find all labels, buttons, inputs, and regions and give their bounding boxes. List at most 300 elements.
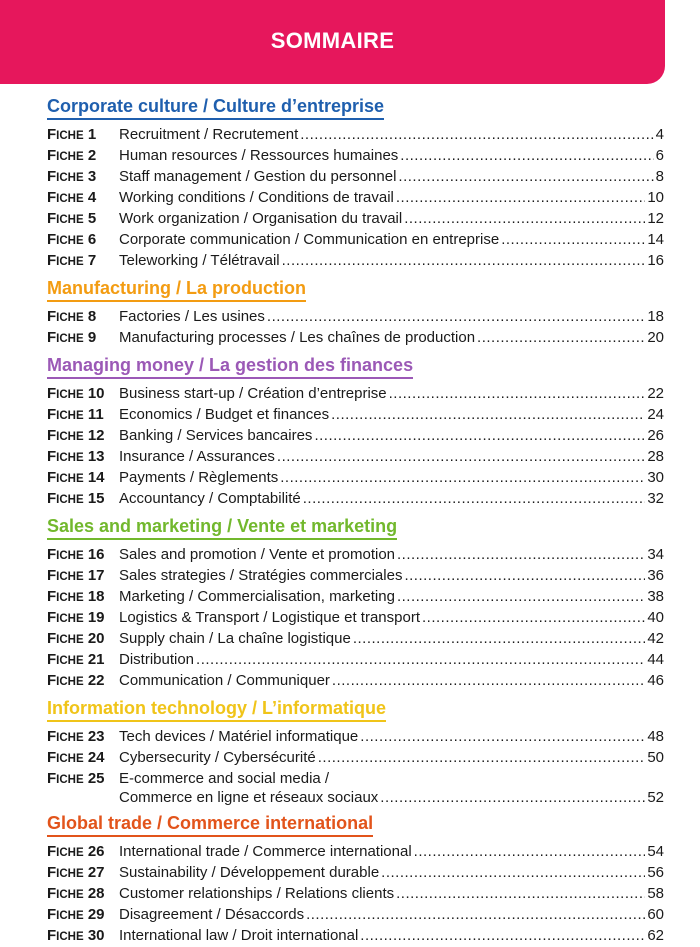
page-number: 20 — [647, 329, 664, 346]
dot-leader — [398, 167, 653, 186]
fiche-prefix-rest: ICHE — [56, 151, 84, 163]
entry-row — [119, 863, 664, 882]
entry-title: Disagreement / Désaccords — [119, 906, 305, 923]
fiche-number — [47, 167, 119, 188]
toc-entry[interactable] — [47, 307, 664, 328]
fiche-prefix-initial: F — [47, 651, 57, 668]
fiche-prefix-rest: ICHE — [56, 655, 84, 667]
entry-title: Accountancy / Comptabilité — [119, 490, 301, 507]
fiche-prefix-initial: F — [47, 126, 57, 143]
fiche-prefix-initial: F — [47, 231, 57, 248]
fiche-num: 28 — [83, 885, 105, 902]
section-title[interactable]: Sales and marketing / Vente et marketing — [47, 515, 397, 540]
entry-body — [119, 447, 664, 466]
fiche-prefix-initial: F — [47, 906, 57, 923]
entry-row — [119, 230, 664, 249]
entry-body — [119, 863, 664, 882]
fiche-num: 22 — [83, 672, 105, 689]
entry-title: Recruitment / Recrutement — [119, 126, 299, 143]
toc-entry[interactable] — [47, 209, 664, 230]
dot-leader — [477, 328, 645, 347]
dot-leader — [396, 188, 645, 207]
fiche-num: 4 — [83, 189, 97, 206]
toc-entry[interactable] — [47, 125, 664, 146]
entry-title: Payments / Règlements — [119, 469, 279, 486]
fiche-number — [47, 842, 119, 863]
page-number: 32 — [647, 490, 664, 507]
section-title[interactable]: Global trade / Commerce international — [47, 812, 373, 837]
entry-body — [119, 230, 664, 249]
entry-row — [119, 884, 664, 903]
fiche-num: 10 — [83, 385, 105, 402]
fiche-prefix-rest: ICHE — [56, 550, 84, 562]
fiche-prefix-initial: F — [47, 427, 57, 444]
fiche-prefix-rest: ICHE — [56, 494, 84, 506]
dot-leader — [397, 587, 645, 606]
entry-body — [119, 608, 664, 627]
fiche-prefix-initial: F — [47, 728, 57, 745]
fiche-num: 24 — [83, 749, 105, 766]
fiche-prefix-initial: F — [47, 885, 57, 902]
page-number: 30 — [647, 469, 664, 486]
fiche-prefix-rest: ICHE — [56, 312, 84, 324]
entry-title: Banking / Services bancaires — [119, 427, 313, 444]
entry-row — [119, 251, 664, 270]
toc-section — [47, 515, 664, 697]
fiche-num: 15 — [83, 490, 105, 507]
entry-title: International law / Droit international — [119, 927, 359, 944]
dot-leader — [381, 863, 645, 882]
entry-body — [119, 146, 664, 165]
section-title[interactable]: Manufacturing / La production — [47, 277, 306, 302]
fiche-prefix-initial: F — [47, 927, 57, 944]
entry-row — [119, 545, 664, 564]
dot-leader — [400, 146, 653, 165]
fiche-prefix-rest: ICHE — [56, 676, 84, 688]
entry-row — [119, 307, 664, 326]
entry-row — [119, 447, 664, 466]
fiche-prefix-rest: ICHE — [56, 774, 84, 786]
dot-leader — [282, 251, 646, 270]
page-number: 38 — [647, 588, 664, 605]
fiche-prefix-initial: F — [47, 385, 57, 402]
toc-entry[interactable] — [47, 566, 664, 587]
entry-body — [119, 926, 664, 945]
toc-entry[interactable] — [47, 727, 664, 748]
fiche-num: 18 — [83, 588, 105, 605]
fiche-number — [47, 769, 119, 790]
entry-row — [119, 727, 664, 746]
entry-body — [119, 405, 664, 424]
fiche-prefix-rest: ICHE — [56, 592, 84, 604]
fiche-prefix-initial: F — [47, 490, 57, 507]
entry-title: Business start-up / Création d’entreprise — [119, 385, 387, 402]
entry-title: Work organization / Organisation du travail — [119, 210, 403, 227]
toc-entry[interactable] — [47, 188, 664, 209]
toc-section — [47, 697, 664, 812]
fiche-num: 12 — [83, 427, 105, 444]
fiche-prefix-initial: F — [47, 448, 57, 465]
table-of-contents — [47, 95, 664, 947]
entry-row — [119, 748, 664, 767]
page-number: 6 — [655, 147, 664, 164]
page-number: 42 — [647, 630, 664, 647]
entry-title: Commerce en ligne et réseaux sociaux — [119, 789, 379, 806]
toc-section — [47, 354, 664, 515]
fiche-prefix-initial: F — [47, 770, 57, 787]
entry-row — [119, 489, 664, 508]
toc-entry[interactable] — [47, 842, 664, 863]
fiche-number — [47, 650, 119, 671]
fiche-prefix-initial: F — [47, 567, 57, 584]
fiche-num: 14 — [83, 469, 105, 486]
entry-row — [119, 125, 664, 144]
dot-leader — [404, 209, 645, 228]
fiche-num: 2 — [83, 147, 97, 164]
fiche-prefix-initial: F — [47, 672, 57, 689]
fiche-number — [47, 905, 119, 926]
fiche-prefix-rest: ICHE — [56, 753, 84, 765]
fiche-number — [47, 671, 119, 692]
dot-leader — [196, 650, 645, 669]
page-title: SOMMAIRE — [270, 28, 395, 53]
toc-entry[interactable] — [47, 489, 664, 510]
fiche-prefix-initial: F — [47, 609, 57, 626]
fiche-number — [47, 426, 119, 447]
entry-row — [119, 842, 664, 861]
fiche-prefix-rest: ICHE — [56, 847, 84, 859]
fiche-num: 30 — [83, 927, 105, 944]
page-number: 28 — [647, 448, 664, 465]
fiche-num: 6 — [83, 231, 97, 248]
entry-title: Distribution — [119, 651, 195, 668]
fiche-prefix-rest: ICHE — [56, 571, 84, 583]
entry-row — [119, 926, 664, 945]
entry-body — [119, 307, 664, 326]
dot-leader — [267, 307, 645, 326]
fiche-prefix-initial: F — [47, 588, 57, 605]
page-number: 48 — [647, 728, 664, 745]
fiche-prefix-initial: F — [47, 406, 57, 423]
entry-row — [119, 566, 664, 585]
toc-section — [47, 812, 664, 947]
entry-row — [119, 608, 664, 627]
fiche-num: 20 — [83, 630, 105, 647]
fiche-number — [47, 926, 119, 947]
dot-leader — [280, 468, 645, 487]
entry-row — [119, 167, 664, 186]
entry-body — [119, 468, 664, 487]
entry-title: Sales and promotion / Vente et promotion — [119, 546, 396, 563]
fiche-prefix-rest: ICHE — [56, 473, 84, 485]
fiche-number — [47, 587, 119, 608]
toc-entry[interactable] — [47, 629, 664, 650]
fiche-prefix-rest: ICHE — [56, 130, 84, 142]
fiche-prefix-initial: F — [47, 843, 57, 860]
entry-body — [119, 905, 664, 924]
fiche-number — [47, 863, 119, 884]
fiche-prefix-initial: F — [47, 469, 57, 486]
entry-row — [119, 587, 664, 606]
page-number: 26 — [647, 427, 664, 444]
fiche-prefix-rest: ICHE — [56, 732, 84, 744]
dot-leader — [404, 566, 645, 585]
toc-entry[interactable] — [47, 167, 664, 188]
page-number: 60 — [647, 906, 664, 923]
entry-body — [119, 842, 664, 861]
fiche-num: 11 — [83, 406, 104, 423]
dot-leader — [332, 671, 645, 690]
entry-body — [119, 489, 664, 508]
entry-title: Human resources / Ressources humaines — [119, 147, 399, 164]
entry-body — [119, 884, 664, 903]
fiche-num: 29 — [83, 906, 105, 923]
fiche-prefix-initial: F — [47, 329, 57, 346]
entry-row — [119, 905, 664, 924]
fiche-prefix-rest: ICHE — [56, 889, 84, 901]
entry-body — [119, 328, 664, 347]
entry-title: Economics / Budget et finances — [119, 406, 330, 423]
page-number: 52 — [647, 789, 664, 806]
entry-title: Sales strategies / Stratégies commerciales — [119, 567, 403, 584]
toc-section — [47, 95, 664, 277]
toc-entry[interactable] — [47, 251, 664, 272]
toc-entry[interactable] — [47, 884, 664, 905]
fiche-num: 26 — [83, 843, 105, 860]
toc-entry[interactable] — [47, 468, 664, 489]
entry-body — [119, 251, 664, 270]
dot-leader — [314, 426, 645, 445]
fiche-num: 23 — [83, 728, 105, 745]
fiche-num: 17 — [83, 567, 105, 584]
entry-row — [119, 188, 664, 207]
toc-entry[interactable] — [47, 545, 664, 566]
toc-entry[interactable] — [47, 405, 664, 426]
section-title[interactable]: Information technology / L’informatique — [47, 697, 386, 722]
page-number: 12 — [647, 210, 664, 227]
entry-body — [119, 727, 664, 746]
toc-entry[interactable] — [47, 447, 664, 468]
fiche-prefix-rest: ICHE — [56, 256, 84, 268]
entry-title: Sustainability / Développement durable — [119, 864, 380, 881]
fiche-num: 8 — [83, 308, 97, 325]
page-number: 18 — [647, 308, 664, 325]
entry-body — [119, 384, 664, 403]
entry-row — [119, 629, 664, 648]
fiche-number — [47, 884, 119, 905]
toc-entry[interactable] — [47, 748, 664, 769]
page-number: 46 — [647, 672, 664, 689]
fiche-prefix-initial: F — [47, 546, 57, 563]
entry-title: Corporate communication / Communication en entreprise — [119, 231, 500, 248]
entry-title: Marketing / Commercialisation, marketing — [119, 588, 395, 605]
fiche-prefix-rest: ICHE — [56, 410, 84, 422]
fiche-prefix-initial: F — [47, 749, 57, 766]
entry-body — [119, 209, 664, 228]
fiche-number — [47, 468, 119, 489]
entry-title: Manufacturing processes / Les chaînes de production — [119, 329, 476, 346]
fiche-number — [47, 384, 119, 405]
page-number: 50 — [647, 749, 664, 766]
fiche-num: 16 — [83, 546, 105, 563]
dot-leader — [306, 905, 645, 924]
entry-body — [119, 650, 664, 669]
page-number: 22 — [647, 385, 664, 402]
fiche-num: 21 — [83, 651, 105, 668]
entry-title: Working conditions / Conditions de travail — [119, 189, 394, 206]
fiche-prefix-initial: F — [47, 210, 57, 227]
entry-body — [119, 587, 664, 606]
entry-title: Logistics & Transport / Logistique et transport — [119, 609, 420, 626]
fiche-prefix-rest: ICHE — [56, 193, 84, 205]
fiche-prefix-rest: ICHE — [56, 931, 84, 943]
fiche-prefix-rest: ICHE — [56, 389, 84, 401]
entry-title: International trade / Commerce international — [119, 843, 412, 860]
dot-leader — [360, 727, 645, 746]
toc-entry[interactable] — [47, 650, 664, 671]
page-number: 56 — [647, 864, 664, 881]
fiche-number — [47, 230, 119, 251]
fiche-num: 13 — [83, 448, 105, 465]
toc-entry[interactable] — [47, 769, 664, 807]
header-banner — [0, 0, 665, 84]
page-number: 62 — [647, 927, 664, 944]
fiche-num: 25 — [83, 770, 105, 787]
entry-row — [119, 328, 664, 347]
entry-row — [119, 146, 664, 165]
fiche-number — [47, 405, 119, 426]
fiche-number — [47, 125, 119, 146]
dot-leader — [353, 629, 645, 648]
page-number: 54 — [647, 843, 664, 860]
fiche-prefix-rest: ICHE — [56, 910, 84, 922]
fiche-num: 1 — [83, 126, 97, 143]
toc-entry[interactable] — [47, 146, 664, 167]
page-number: 10 — [647, 189, 664, 206]
fiche-prefix-rest: ICHE — [56, 214, 84, 226]
fiche-num: 3 — [83, 168, 97, 185]
entry-body — [119, 426, 664, 445]
fiche-number — [47, 566, 119, 587]
toc-entry[interactable] — [47, 230, 664, 251]
fiche-prefix-initial: F — [47, 147, 57, 164]
fiche-num: 27 — [83, 864, 105, 881]
toc-section — [47, 277, 664, 354]
entry-body — [119, 748, 664, 767]
toc-entry[interactable] — [47, 926, 664, 947]
page-number: 34 — [647, 546, 664, 563]
dot-leader — [397, 545, 645, 564]
section-title[interactable]: Corporate culture / Culture d’entreprise — [47, 95, 384, 120]
toc-entry[interactable] — [47, 587, 664, 608]
entry-title: Tech devices / Matériel informatique — [119, 728, 359, 745]
fiche-number — [47, 629, 119, 650]
entry-row — [119, 788, 664, 807]
entry-title: Communication / Communiquer — [119, 672, 330, 689]
section-title[interactable]: Managing money / La gestion des finances — [47, 354, 413, 379]
fiche-prefix-rest: ICHE — [56, 634, 84, 646]
fiche-prefix-rest: ICHE — [56, 431, 84, 443]
fiche-number — [47, 489, 119, 510]
fiche-prefix-initial: F — [47, 168, 57, 185]
fiche-prefix-initial: F — [47, 630, 57, 647]
dot-leader — [414, 842, 646, 861]
entry-title: Staff management / Gestion du personnel — [119, 168, 397, 185]
toc-entry[interactable] — [47, 608, 664, 629]
toc-entry[interactable] — [47, 905, 664, 926]
toc-entry[interactable] — [47, 863, 664, 884]
fiche-number — [47, 146, 119, 167]
entry-body — [119, 629, 664, 648]
entry-title: Cybersecurity / Cybersécurité — [119, 749, 316, 766]
fiche-prefix-rest: ICHE — [56, 613, 84, 625]
dot-leader — [380, 788, 645, 807]
entry-row — [119, 650, 664, 669]
fiche-number — [47, 748, 119, 769]
page-number: 40 — [647, 609, 664, 626]
entry-body — [119, 566, 664, 585]
dot-leader — [422, 608, 645, 627]
entry-title: Teleworking / Télétravail — [119, 252, 280, 269]
fiche-prefix-rest: ICHE — [56, 452, 84, 464]
fiche-number — [47, 209, 119, 230]
fiche-number — [47, 545, 119, 566]
page-number: 44 — [647, 651, 664, 668]
fiche-number — [47, 727, 119, 748]
entry-title: Insurance / Assurances — [119, 448, 275, 465]
fiche-number — [47, 188, 119, 209]
fiche-number — [47, 307, 119, 328]
fiche-prefix-rest: ICHE — [56, 235, 84, 247]
fiche-num: 9 — [83, 329, 97, 346]
fiche-number — [47, 608, 119, 629]
toc-entry[interactable] — [47, 426, 664, 447]
entry-body — [119, 188, 664, 207]
fiche-prefix-initial: F — [47, 308, 57, 325]
entry-row — [119, 468, 664, 487]
page-number: 8 — [655, 168, 664, 185]
page-number: 58 — [647, 885, 664, 902]
page-number: 24 — [647, 406, 664, 423]
page-number: 16 — [647, 252, 664, 269]
dot-leader — [331, 405, 645, 424]
entry-row — [119, 671, 664, 690]
page-number: 36 — [647, 567, 664, 584]
page-number: 14 — [647, 231, 664, 248]
dot-leader — [396, 884, 645, 903]
entry-title: Factories / Les usines — [119, 308, 265, 325]
fiche-prefix-initial: F — [47, 252, 57, 269]
fiche-num: 7 — [83, 252, 97, 269]
entry-title: Customer relationships / Relations clients — [119, 885, 395, 902]
fiche-prefix-rest: ICHE — [56, 333, 84, 345]
fiche-num: 19 — [83, 609, 105, 626]
fiche-number — [47, 447, 119, 468]
entry-title-line1: E-commerce and social media / — [119, 770, 330, 787]
entry-row — [119, 426, 664, 445]
dot-leader — [318, 748, 646, 767]
fiche-prefix-initial: F — [47, 189, 57, 206]
fiche-number — [47, 251, 119, 272]
toc-entry[interactable] — [47, 328, 664, 349]
dot-leader — [501, 230, 645, 249]
dot-leader — [360, 926, 645, 945]
dot-leader — [389, 384, 646, 403]
entry-row — [119, 209, 664, 228]
toc-entry[interactable] — [47, 671, 664, 692]
toc-entry[interactable] — [47, 384, 664, 405]
fiche-prefix-initial: F — [47, 864, 57, 881]
